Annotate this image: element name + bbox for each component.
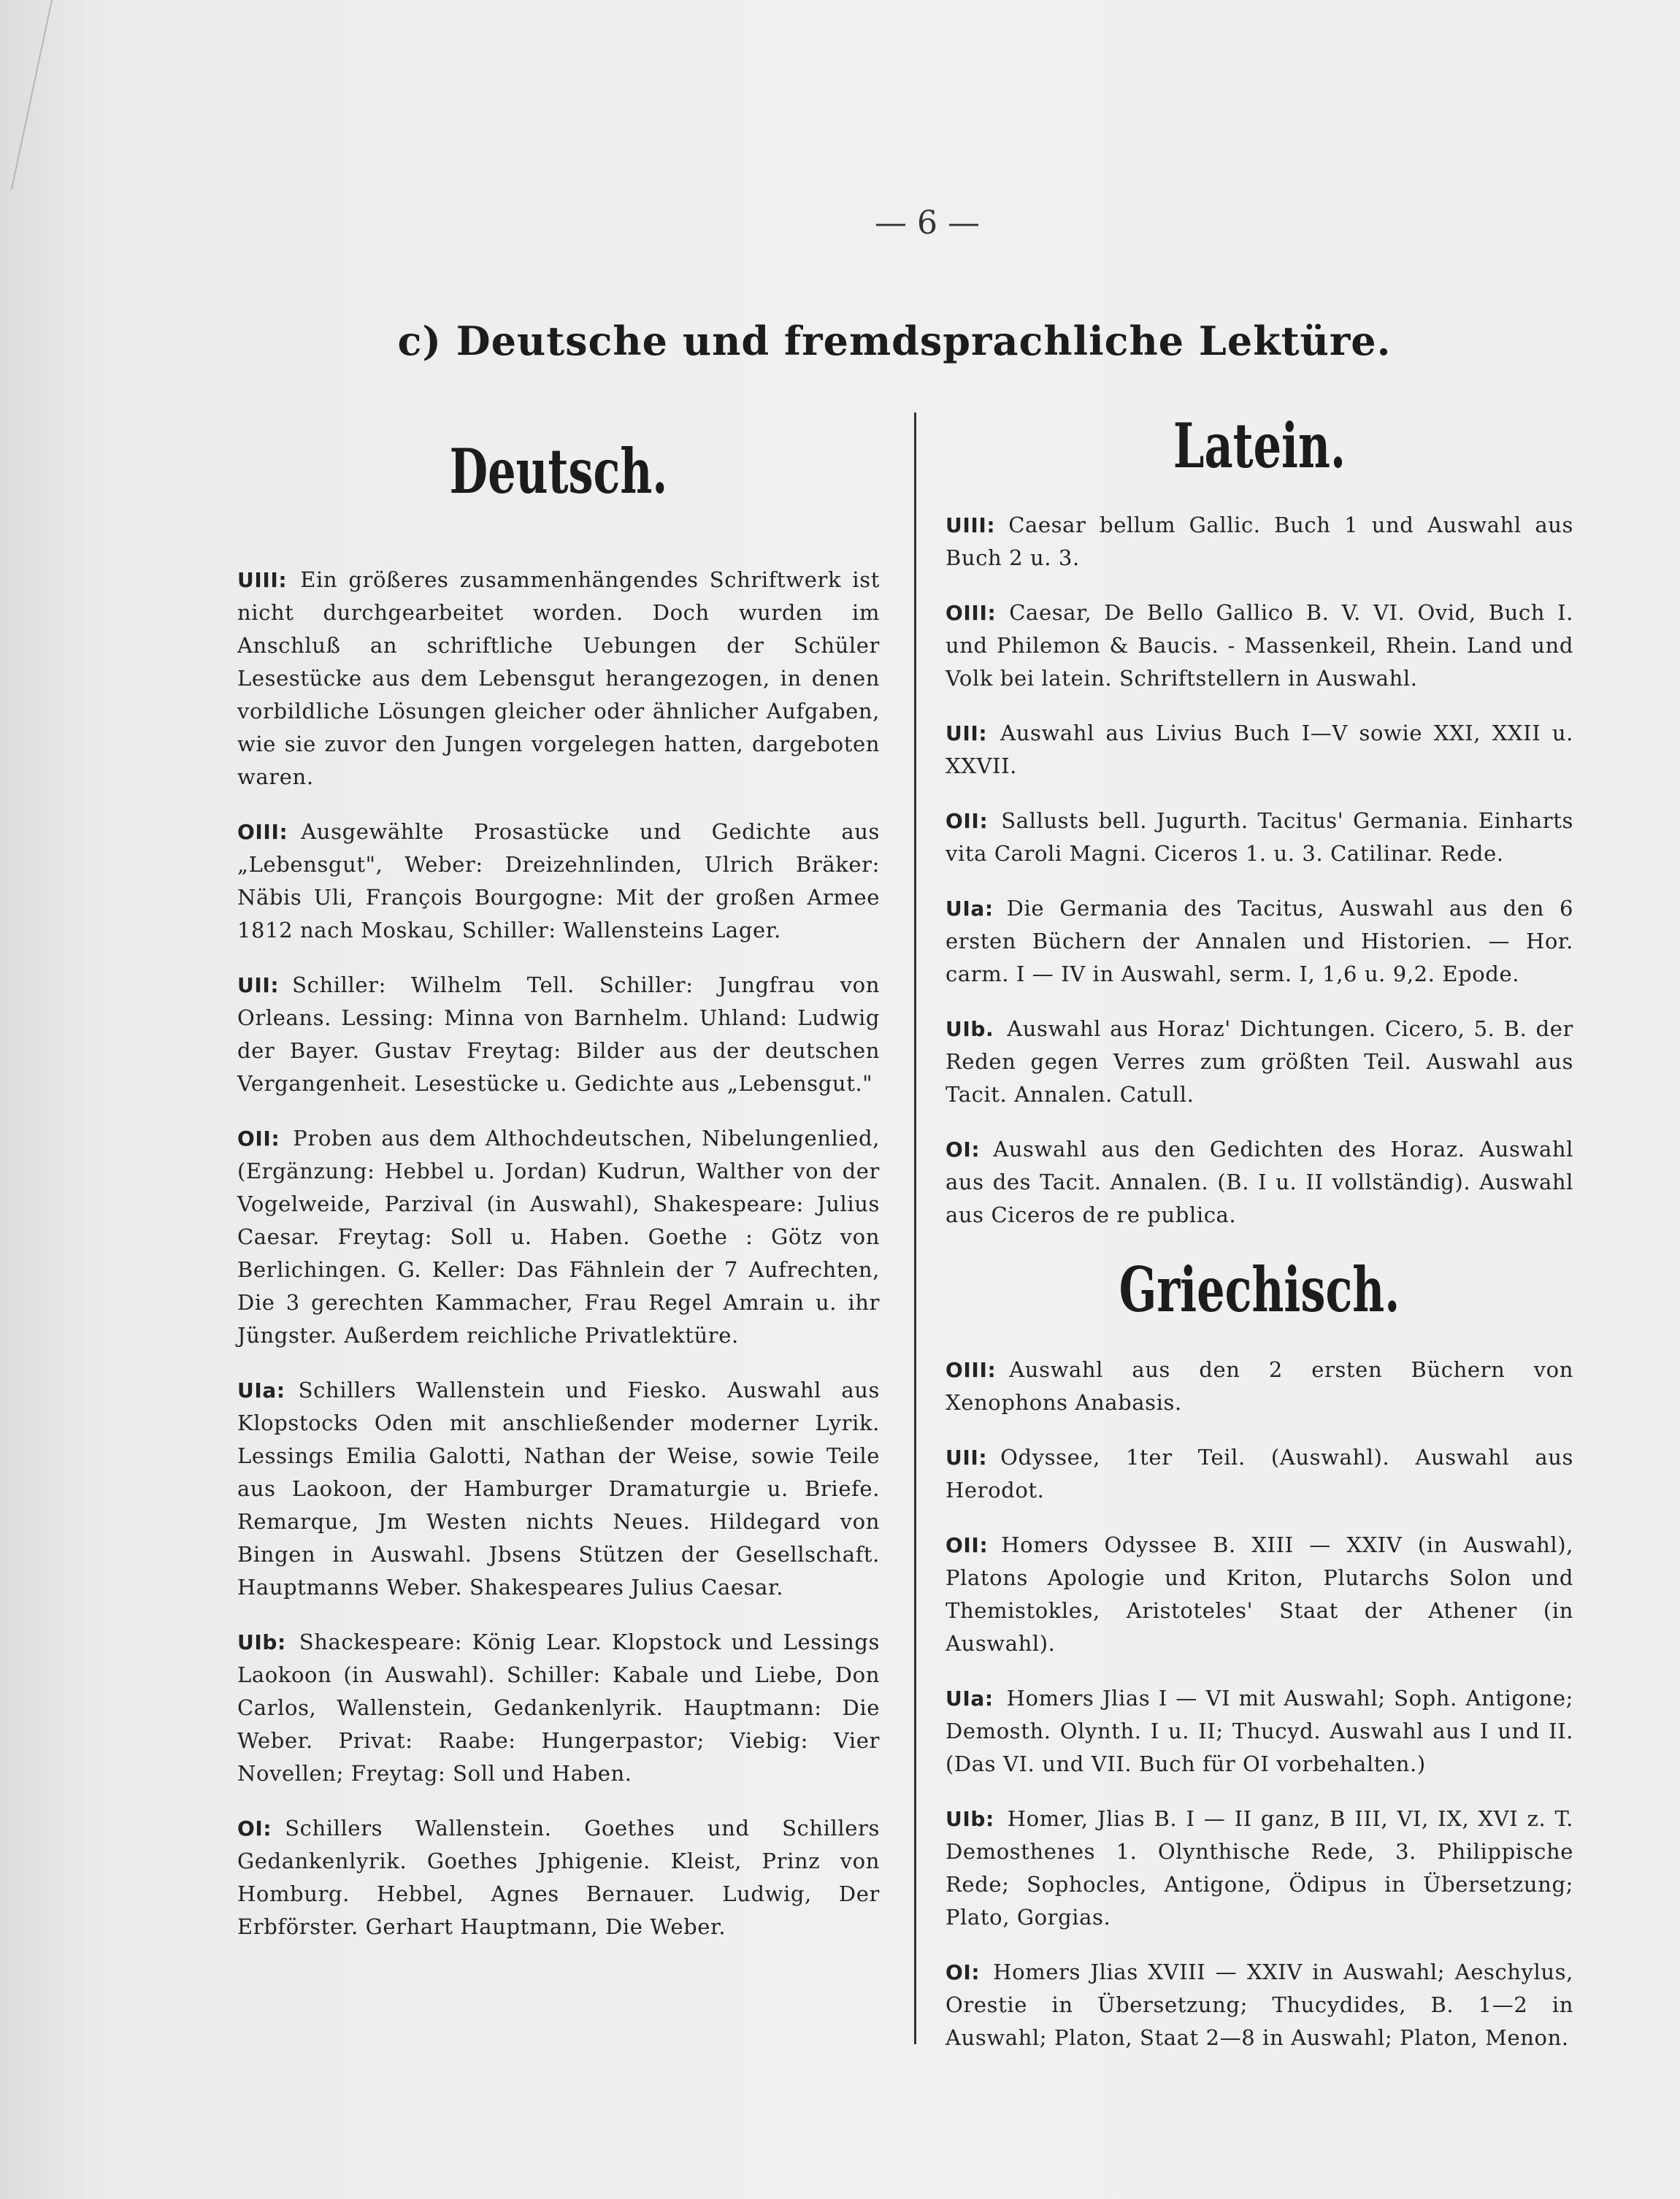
griechisch-entry-uia: [946, 1682, 1573, 1781]
page-number: — 6 —: [875, 204, 980, 242]
class-code: UIa:: [946, 1686, 994, 1711]
class-code: OI:: [946, 1137, 981, 1162]
entry-text: Schillers Wallenstein und Fiesko. Auswahl aus Klopstocks Oden mit anschließender moderner Lyrik. Lessings Emilia Galotti, Nathan der Weise, sowie Teile aus Laokoon, der Hamburger Dramaturgie u. Briefe. Remarque, Jm Westen nichts Neues. Hildegard von Bingen in Auswahl. Jbsens Stützen der Gesellschaft. Hauptmanns Weber. Shakespeares Julius Caesar.: [237, 1378, 880, 1600]
entry-text: Homer, Jlias B. I — II ganz, B III, VI, IX, XVI z. T. Demosthenes 1. Olynthische Rede, 3. Philippische Rede; Sophocles, Antigone, Ödipus in Übersetzung; Plato, Gorgias.: [946, 1805, 1573, 1930]
griechisch-entry-uib: [946, 1803, 1573, 1934]
entry-text: Homers Odyssee B. XIII — XXIV (in Auswahl), Platons Apologie und Kriton, Plutarchs Solon und Themistokles, Aristoteles' Staat der Athener (in Auswahl).: [946, 1532, 1573, 1656]
section-title: c) Deutsche und fremdsprachliche Lektüre.: [397, 318, 1392, 364]
deutsch-entry-uiii: [237, 564, 880, 794]
entry-text: Schiller: Wilhelm Tell. Schiller: Jungfrau von Orleans. Lessing: Minna von Barnhelm. Uhland: Ludwig der Bayer. Gustav Freytag: Bilder aus der deutschen Vergangenheit. Lesestücke u. Gedichte aus „Lebensgut.": [237, 972, 880, 1097]
entry-text: Die Germania des Tacitus, Auswahl aus den 6 ersten Büchern der Annalen und Historien. — Hor. carm. I — IV in Auswahl, serm. I, 1,6 u. 9,2. Epode.: [946, 896, 1573, 987]
page-fold: [0, 0, 53, 190]
class-code: UIa:: [946, 897, 994, 921]
entry-text: Homers Jlias I — VI mit Auswahl; Soph. Antigone; Demosth. Olynth. I u. II; Thucyd. Auswahl aus I und II. (Das VI. und VII. Buch für OI vorbehalten.): [946, 1685, 1573, 1776]
latein-entry-uia: [946, 892, 1573, 991]
entry-text: Auswahl aus den 2 ersten Büchern von Xenophons Anabasis.: [946, 1356, 1573, 1415]
griechisch-entry-oi: [946, 1956, 1573, 2054]
class-code: OI:: [946, 1960, 981, 1984]
class-code: OII:: [237, 1127, 280, 1151]
deutsch-heading: Deutsch.: [449, 435, 668, 507]
class-code: UIa:: [237, 1378, 285, 1403]
column-divider: [914, 412, 916, 2044]
entry-text: Caesar, De Bello Gallico B. V. VI. Ovid, Buch I. und Philemon & Baucis. - Massenkeil, Rhein. Land und Volk bei latein. Schriftstellern in Auswahl.: [946, 600, 1573, 691]
griechisch-entry-oiii: [946, 1354, 1573, 1419]
class-code: UIb:: [946, 1806, 994, 1831]
entry-text: Ein größeres zusammenhängendes Schriftwerk ist nicht durchgearbeitet worden. Doch wurden im Anschluß an schriftliche Uebungen der Schüler Lesestücke aus dem Lebensgut herangezogen, in denen vorbildliche Lösungen gleicher oder ähnlicher Aufgaben, wie sie zuvor den Jungen vorgelegen hatten, dargeboten waren.: [237, 567, 880, 790]
class-code: UII:: [946, 1445, 988, 1470]
class-code: UIb:: [237, 1630, 286, 1655]
deutsch-column: [237, 435, 880, 1965]
deutsch-entry-uib: [237, 1626, 880, 1790]
entry-text: Homers Jlias XVIII — XXIV in Auswahl; Aeschylus, Orestie in Übersetzung; Thucydides, B. 1—2 in Auswahl; Platon, Staat 2—8 in Auswahl; Platon, Menon.: [946, 1959, 1573, 2050]
class-code: UIII:: [237, 568, 288, 593]
entry-text: Auswahl aus Horaz' Dichtungen. Cicero, 5. B. der Reden gegen Verres zum größten Teil. Auswahl aus Tacit. Annalen. Catull.: [946, 1016, 1573, 1108]
entry-text: Schillers Wallenstein. Goethes und Schillers Gedankenlyrik. Goethes Jphigenie. Kleist, Prinz von Homburg. Hebbel, Agnes Bernauer. Ludwig, Der Erbförster. Gerhart Hauptmann, Die Weber.: [237, 1816, 880, 1940]
deutsch-entry-uii: [237, 969, 880, 1100]
latein-entry-uiii: [946, 509, 1573, 575]
entry-text: Sallusts bell. Jugurth. Tacitus' Germania. Einharts vita Caroli Magni. Ciceros 1. u. 3. Catilinar. Rede.: [946, 808, 1573, 867]
entry-text: Auswahl aus den Gedichten des Horaz. Auswahl aus des Tacit. Annalen. (B. I u. II vollständig). Auswahl aus Ciceros de re publica.: [946, 1137, 1573, 1228]
deutsch-entry-oii: [237, 1122, 880, 1352]
entry-text: Proben aus dem Althochdeutschen, Nibelungenlied, (Ergänzung: Hebbel u. Jordan) Kudrun, Walther von der Vogelweide, Parzival (in Auswahl), Shakespeare: Julius Caesar. Freytag: Soll u. Haben. Goethe : Götz von Berlichingen. G. Keller: Das Fähnlein der 7 Aufrechten, Die 3 gerechten Kammacher, Frau Regel Amrain u. ihr Jüngster. Außerdem reichliche Privatlektüre.: [237, 1126, 880, 1348]
griechisch-entry-oii: [946, 1529, 1573, 1660]
class-code: UIII:: [946, 513, 996, 538]
class-code: OII:: [946, 809, 989, 834]
class-code: UII:: [237, 973, 280, 998]
entry-text: Shackespeare: König Lear. Klopstock und Lessings Laokoon (in Auswahl). Schiller: Kabale und Liebe, Don Carlos, Wallenstein, Gedankenlyrik. Hauptmann: Die Weber. Privat: Raabe: Hungerpastor; Viebig: Vier Novellen; Freytag: Soll und Haben.: [237, 1630, 880, 1787]
class-code: UII:: [946, 721, 988, 746]
latein-heading: Latein.: [1173, 410, 1346, 482]
entry-text: Odyssee, 1ter Teil. (Auswahl). Auswahl aus Herodot.: [946, 1444, 1573, 1503]
entry-text: Auswahl aus Livius Buch I—V sowie XXI, XXII u. XXVII.: [946, 721, 1573, 779]
latein-entry-oiii: [946, 596, 1573, 695]
latein-entry-oi: [946, 1133, 1573, 1232]
class-code: OIII:: [946, 601, 997, 626]
class-code: OI:: [237, 1816, 272, 1841]
class-code: OII:: [946, 1532, 989, 1557]
latein-griechisch-column: [946, 412, 1573, 2076]
class-code: OIII:: [237, 820, 288, 845]
class-code: UIb.: [946, 1017, 994, 1042]
deutsch-entry-oiii: [237, 815, 880, 947]
deutsch-entry-oi: [237, 1812, 880, 1943]
class-code: OIII:: [946, 1357, 997, 1382]
entry-text: Ausgewählte Prosastücke und Gedichte aus „Lebensgut", Weber: Dreizehnlinden, Ulrich Bräker: Näbis Uli, François Bourgogne: Mit der großen Armee 1812 nach Moskau, Schiller: Wallensteins Lager.: [237, 819, 880, 943]
latein-entry-uii: [946, 717, 1573, 783]
griechisch-heading: Griechisch.: [1119, 1254, 1400, 1327]
griechisch-entry-uii: [946, 1441, 1573, 1507]
latein-entry-uib: [946, 1013, 1573, 1111]
deutsch-entry-uia: [237, 1374, 880, 1604]
latein-entry-oii: [946, 805, 1573, 870]
entry-text: Caesar bellum Gallic. Buch 1 und Auswahl aus Buch 2 u. 3.: [946, 513, 1573, 571]
